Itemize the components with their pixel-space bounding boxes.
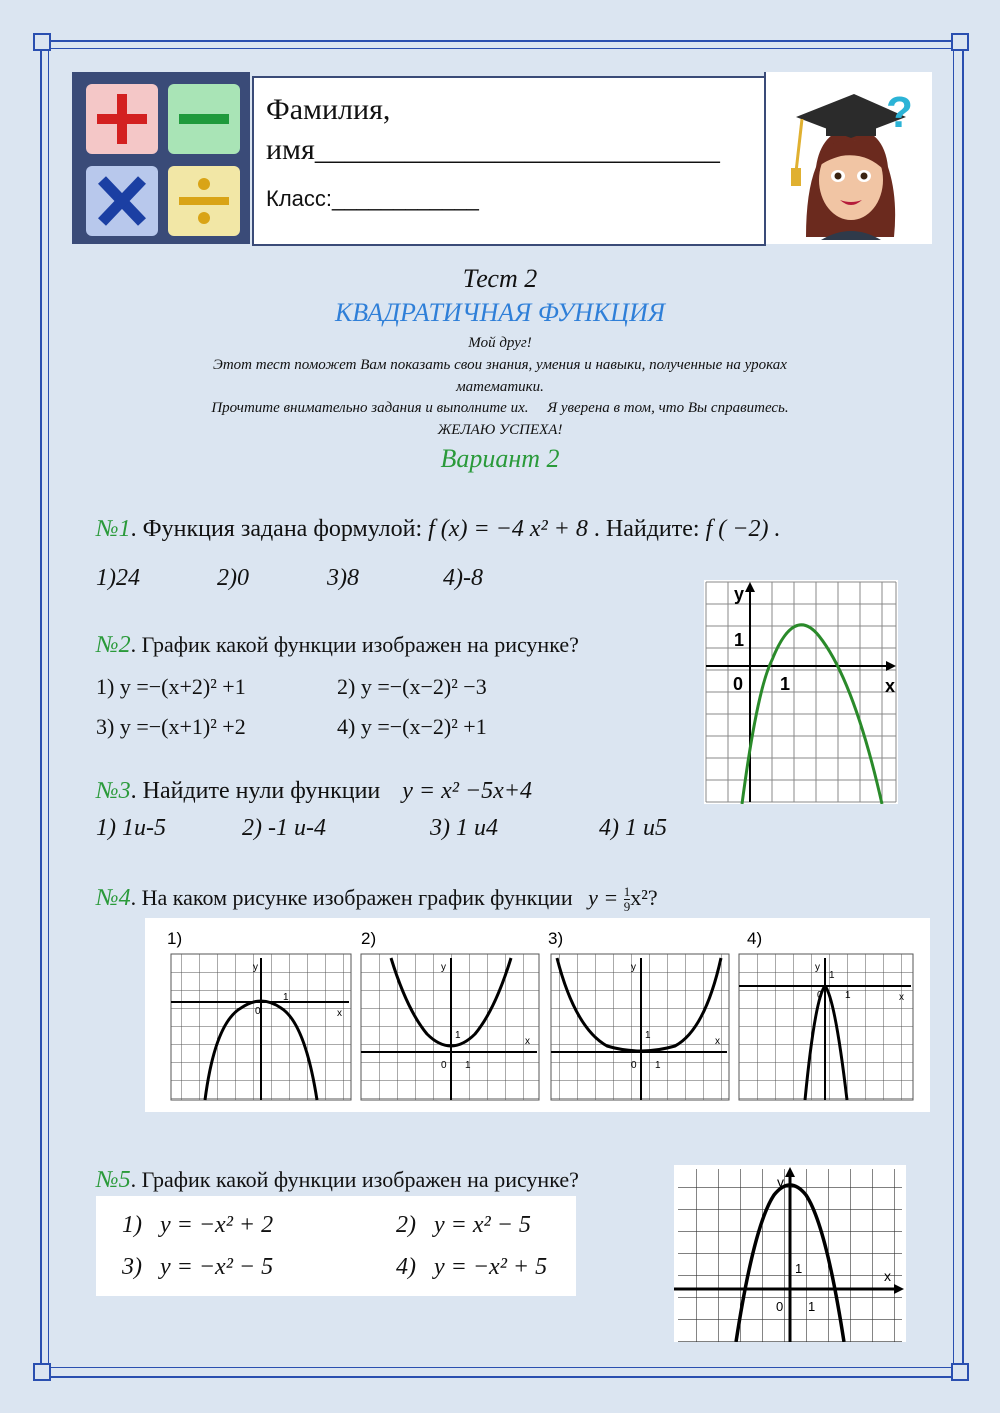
origin-label: 0	[733, 674, 744, 694]
class-field[interactable]: Класс:____________	[266, 186, 479, 211]
answer-option[interactable]: 2) -1 и-4	[242, 815, 326, 841]
svg-text:0: 0	[776, 1299, 784, 1314]
svg-text:1: 1	[829, 970, 835, 981]
question-text: . Найдите:	[587, 516, 706, 542]
question-3	[96, 778, 532, 805]
fraction-denominator: 9	[623, 899, 631, 915]
picture-label[interactable]: 2)	[361, 929, 377, 948]
axis-label-x: x	[885, 676, 896, 696]
svg-text:1: 1	[655, 1060, 661, 1071]
svg-text:x: x	[884, 1268, 891, 1284]
math-operations-image	[72, 72, 250, 244]
svg-text:1: 1	[795, 1261, 803, 1276]
svg-text:0: 0	[441, 1060, 447, 1071]
multiply-icon	[86, 166, 158, 236]
svg-text:0: 0	[255, 1006, 261, 1017]
answer-option[interactable]: 4) y =−(x−2)² +1	[337, 714, 487, 739]
q4-pictures	[145, 918, 930, 1112]
q4-graph-2[interactable]	[361, 954, 539, 1100]
plus-icon	[86, 84, 158, 154]
answer-option[interactable]: 2) y =−(x−2)² −3	[337, 674, 487, 699]
divide-icon	[168, 166, 240, 236]
question-text: . Найдите нули функции	[130, 778, 381, 804]
variant-title: Вариант 2	[440, 444, 560, 473]
svg-text:1: 1	[808, 1299, 816, 1314]
svg-text:y: y	[631, 962, 636, 973]
student-info-form	[252, 76, 766, 246]
topic-title: КВАДРАТИЧНАЯ ФУНКЦИЯ	[335, 298, 665, 327]
formula: f (x) = −4 x² + 8	[428, 516, 588, 542]
question-4	[96, 885, 658, 914]
formula: y = x² −5x+4	[402, 778, 533, 804]
answer-option[interactable]: 2)0	[217, 565, 249, 591]
minus-icon	[168, 84, 240, 154]
question-text: . График какой функции изображен на рисунке?	[130, 1167, 579, 1192]
test-title: Тест 2	[462, 264, 538, 293]
teacher-avatar	[764, 72, 932, 244]
formula: x²?	[630, 885, 658, 910]
answer-option[interactable]: 1) y = −x² + 2	[122, 1212, 274, 1238]
formula: f ( −2) .	[705, 516, 781, 542]
answer-option[interactable]: 4) y = −x² + 5	[396, 1254, 548, 1280]
answer-option[interactable]: 2) y = x² − 5	[396, 1212, 531, 1238]
svg-text:x: x	[337, 1008, 342, 1019]
answer-option[interactable]: 1) y =−(x+2)² +1	[96, 674, 246, 699]
border-corner	[951, 33, 969, 51]
answer-option[interactable]: 3) 1 и4	[430, 815, 498, 841]
question-number: №1	[96, 516, 131, 542]
answer-option[interactable]: 4)-8	[443, 565, 483, 591]
answer-option[interactable]: 3) y =−(x+1)² +2	[96, 714, 246, 739]
svg-text:?: ?	[886, 88, 913, 137]
formula: y =	[588, 885, 624, 910]
answer-option[interactable]: 4) 1 и5	[599, 815, 667, 841]
surname-label: Фамилия,	[266, 93, 391, 126]
svg-text:1: 1	[283, 992, 289, 1003]
border-corner	[33, 1363, 51, 1381]
question-number: №2	[96, 632, 131, 658]
tick-label-y: 1	[734, 630, 745, 650]
svg-text:x: x	[899, 992, 904, 1003]
svg-text:y: y	[441, 962, 446, 973]
q2-graph	[704, 580, 898, 804]
question-text: . Функция задана формулой:	[130, 516, 429, 542]
picture-label[interactable]: 3)	[548, 929, 564, 948]
question-1	[96, 516, 780, 543]
wish: ЖЕЛАЮ УСПЕХА!	[437, 422, 563, 438]
svg-text:y: y	[777, 1174, 784, 1190]
name-field[interactable]: имя___________________________	[266, 133, 720, 166]
answer-option[interactable]: 3) y = −x² − 5	[122, 1254, 274, 1280]
header	[72, 72, 930, 244]
q5-options-box	[96, 1196, 576, 1296]
question-2	[96, 632, 579, 659]
svg-text:x: x	[525, 1036, 530, 1047]
tick-label-x: 1	[780, 674, 791, 694]
answer-option[interactable]: 3)8	[327, 565, 359, 591]
q4-graph-4[interactable]	[739, 954, 913, 1100]
answer-option[interactable]: 1) 1и-5	[96, 815, 166, 841]
svg-text:0: 0	[817, 990, 823, 1001]
svg-text:x: x	[715, 1036, 720, 1047]
border-corner	[951, 1363, 969, 1381]
svg-text:0: 0	[631, 1060, 637, 1071]
svg-text:y: y	[253, 962, 258, 973]
question-5	[96, 1167, 579, 1194]
question-number: №4	[96, 885, 131, 911]
answer-option[interactable]: 1)24	[96, 565, 140, 591]
q4-graph-3[interactable]	[551, 954, 729, 1100]
question-text: . График какой функции изображен на рисунке?	[130, 632, 579, 657]
question-text: . На каком рисунке изображен график функции	[130, 885, 573, 910]
q5-graph	[674, 1165, 906, 1342]
picture-label[interactable]: 1)	[167, 929, 183, 948]
intro-line: Прочтите внимательно задания и выполните их. Я уверена в том, что Вы справитесь.	[211, 400, 789, 416]
greeting: Мой друг!	[468, 335, 532, 351]
intro-line: математики.	[456, 379, 544, 395]
question-number: №3	[96, 778, 131, 804]
border-corner	[33, 33, 51, 51]
svg-text:1: 1	[455, 1030, 461, 1041]
svg-text:1: 1	[465, 1060, 471, 1071]
intro-line: Этот тест поможет Вам показать свои знания, умения и навыки, полученные на уроках	[213, 357, 787, 373]
svg-text:1: 1	[645, 1030, 651, 1041]
svg-text:y: y	[815, 962, 820, 973]
picture-label[interactable]: 4)	[747, 929, 763, 948]
svg-text:1: 1	[845, 990, 851, 1001]
q4-graph-1[interactable]	[171, 954, 351, 1100]
axis-label-y: y	[734, 584, 745, 604]
question-number: №5	[96, 1167, 131, 1193]
fraction-numerator: 1	[623, 884, 631, 900]
